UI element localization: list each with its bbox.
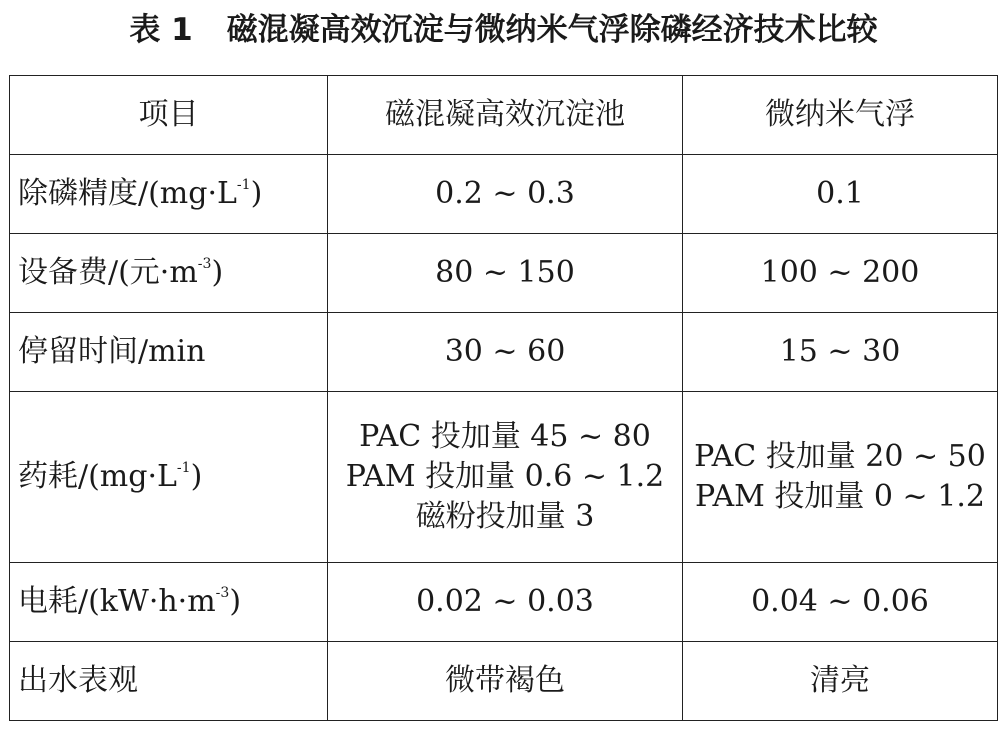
dosage-line: PAC 投加量 45 ~ 80 xyxy=(359,419,651,454)
header-cell-micro-nano-flotation: 微纳米气浮 xyxy=(683,76,998,155)
magnetic-coagulation-value: 0.2 ~ 0.3 xyxy=(328,155,683,234)
micro-nano-flotation-value xyxy=(683,392,998,563)
micro-nano-flotation-value: 0.04 ~ 0.06 xyxy=(683,563,998,642)
table-number: 表 1 xyxy=(129,12,193,48)
row-label-cell xyxy=(10,313,328,392)
row-label-text: 设备费/(元·m xyxy=(18,255,198,290)
row-label-superscript: -1 xyxy=(236,177,251,193)
dosage-line: 磁粉投加量 3 xyxy=(415,499,595,534)
magnetic-coagulation-value xyxy=(328,392,683,563)
row-label-cell xyxy=(10,234,328,313)
row-label-text: 电耗/(kW·h·m xyxy=(18,584,216,619)
micro-nano-flotation-value: 清亮 xyxy=(683,642,998,721)
row-label-superscript: -3 xyxy=(197,256,212,272)
table-row xyxy=(10,313,998,392)
micro-nano-flotation-value: 0.1 xyxy=(683,155,998,234)
table-row xyxy=(10,563,998,642)
row-label-cell xyxy=(10,155,328,234)
row-label-tail: ) xyxy=(211,255,224,290)
dosage-line: PAM 投加量 0 ~ 1.2 xyxy=(695,479,985,514)
table-row xyxy=(10,642,998,721)
row-label-cell xyxy=(10,563,328,642)
row-label-tail: ) xyxy=(229,584,242,619)
magnetic-coagulation-value: 0.02 ~ 0.03 xyxy=(328,563,683,642)
comparison-table xyxy=(9,75,998,721)
dosage-line: PAC 投加量 20 ~ 50 xyxy=(694,439,986,474)
table-header-row xyxy=(10,76,998,155)
micro-nano-flotation-value: 100 ~ 200 xyxy=(683,234,998,313)
table-title: 磁混凝高效沉淀与微纳米气浮除磷经济技术比较 xyxy=(226,12,878,48)
row-label-cell xyxy=(10,642,328,721)
table-row xyxy=(10,155,998,234)
header-cell-item: 项目 xyxy=(10,76,328,155)
row-label-superscript: -1 xyxy=(176,460,191,476)
micro-nano-flotation-value: 15 ~ 30 xyxy=(683,313,998,392)
table-row xyxy=(10,392,998,563)
row-label-text: 停留时间/min xyxy=(18,334,206,369)
row-label-text: 除磷精度/(mg·L xyxy=(18,176,237,211)
row-label-tail: ) xyxy=(250,176,263,211)
magnetic-coagulation-value: 30 ~ 60 xyxy=(328,313,683,392)
magnetic-coagulation-value: 80 ~ 150 xyxy=(328,234,683,313)
row-label-cell xyxy=(10,392,328,563)
table-row xyxy=(10,234,998,313)
row-label-text: 出水表观 xyxy=(18,663,138,698)
row-label-tail: ) xyxy=(190,459,203,494)
magnetic-coagulation-value: 微带褐色 xyxy=(328,642,683,721)
row-label-text: 药耗/(mg·L xyxy=(18,459,177,494)
dosage-line: PAM 投加量 0.6 ~ 1.2 xyxy=(345,459,665,494)
table-caption xyxy=(0,8,1007,52)
header-cell-magnetic-coagulation: 磁混凝高效沉淀池 xyxy=(328,76,683,155)
row-label-superscript: -3 xyxy=(215,585,230,601)
